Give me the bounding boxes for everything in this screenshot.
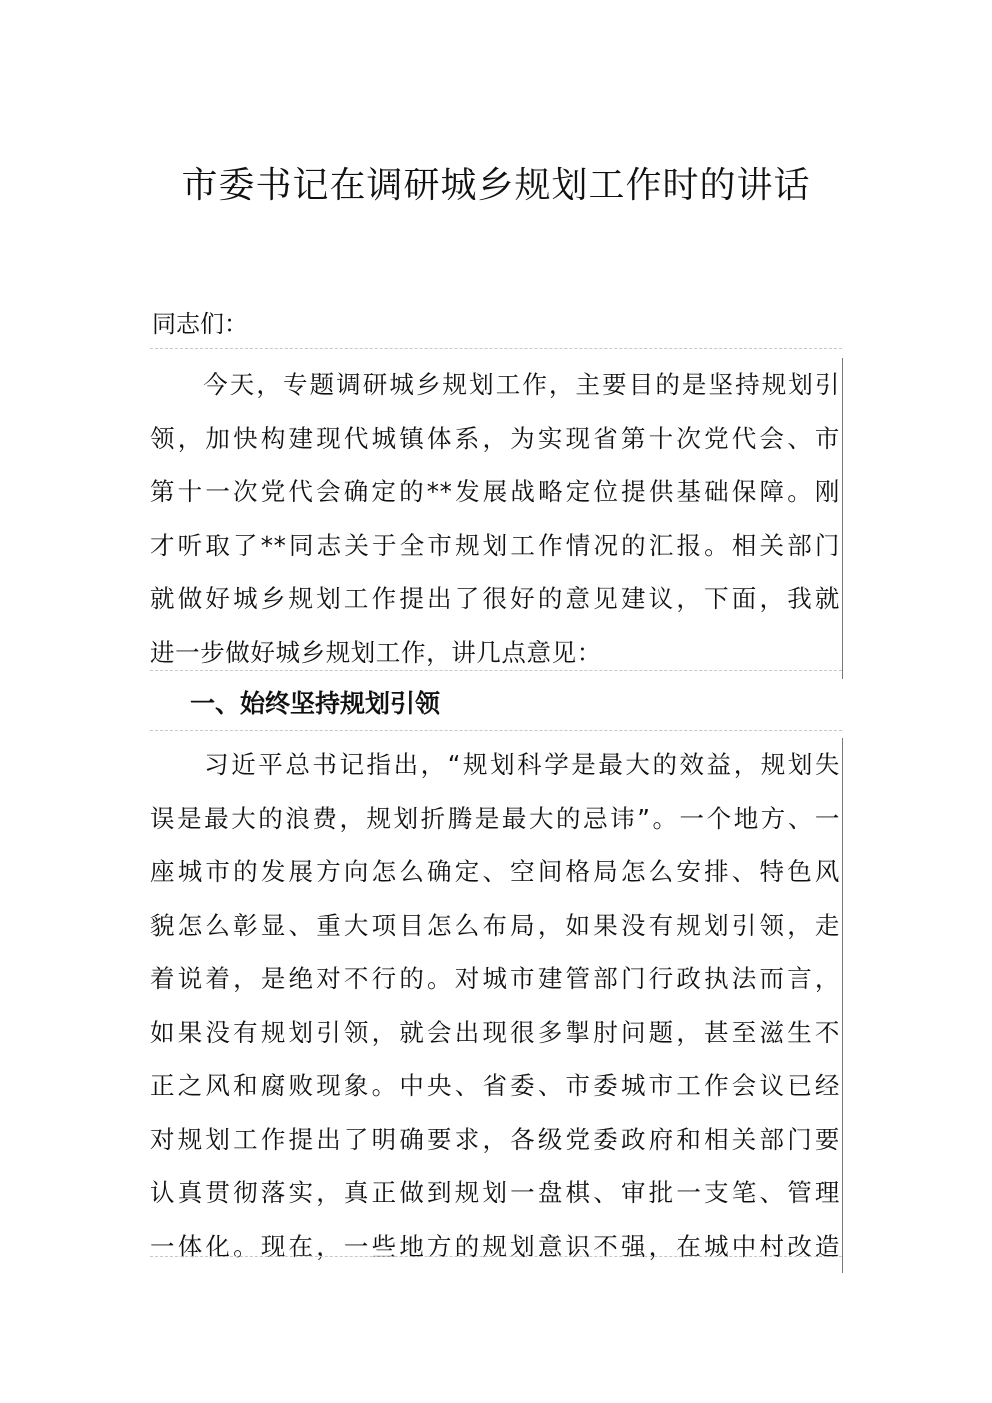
divider xyxy=(150,348,842,349)
document-title: 市委书记在调研城乡规划工作时的讲话 xyxy=(181,165,811,206)
paragraph-intro xyxy=(150,358,843,679)
paragraph-line: 着说着，是绝对不行的。对城市建管部门行政执法而言， xyxy=(150,964,840,993)
divider xyxy=(150,730,842,731)
paragraph-line: 领，加快构建现代城镇体系，为实现省第十次党代会、市 xyxy=(150,423,840,453)
paragraph-line: 误是最大的浪费，规划折腾是最大的忌讳”。一个地方、一 xyxy=(150,803,840,833)
paragraph-line: 认真贯彻落实，真正做到规划一盘棋、审批一支笔、管理 xyxy=(150,1178,840,1207)
paragraph-line: 今天，专题调研城乡规划工作，主要目的是坚持规划引 xyxy=(150,370,840,399)
paragraph-line: 如果没有规划引领，就会出现很多掣肘问题，甚至滋生不 xyxy=(150,1017,840,1047)
paragraph-line: 正之风和腐败现象。中央、省委、市委城市工作会议已经 xyxy=(150,1071,840,1100)
paragraph-line: 第十一次党代会确定的**发展战略定位提供基础保障。刚 xyxy=(150,477,840,506)
paragraph-line: 对规划工作提出了明确要求，各级党委政府和相关部门要 xyxy=(150,1124,840,1154)
paragraph-line: 一体化。现在，一些地方的规划意识不强，在城中村改造 xyxy=(150,1231,840,1261)
paragraph-section1 xyxy=(150,738,843,1273)
paragraph-line: 进一步做好城乡规划工作，讲几点意见： xyxy=(150,637,602,667)
paragraph-line: 貌怎么彰显、重大项目怎么布局，如果没有规划引领，走 xyxy=(150,910,840,940)
paragraph-line: 就做好城乡规划工作提出了很好的意见建议，下面，我就 xyxy=(150,584,840,613)
salutation: 同志们： xyxy=(152,310,248,338)
paragraph-line: 习近平总书记指出，“规划科学是最大的效益，规划失 xyxy=(150,750,840,779)
paragraph-line: 才听取了**同志关于全市规划工作情况的汇报。相关部门 xyxy=(150,530,840,560)
paragraph-line: 座城市的发展方向怎么确定、空间格局怎么安排、特色风 xyxy=(150,857,840,886)
divider xyxy=(150,670,842,671)
section-heading: 一、始终坚持规划引领 xyxy=(190,689,441,718)
divider xyxy=(150,1256,842,1257)
